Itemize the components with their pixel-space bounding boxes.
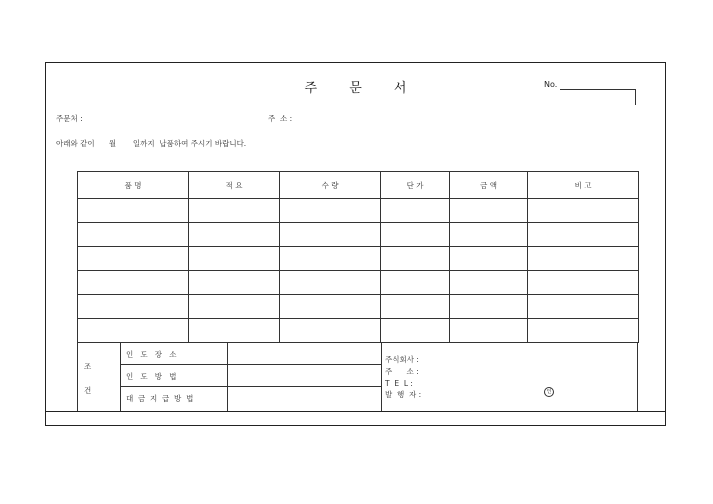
header-amount: 금 액: [450, 172, 528, 199]
condition-key: 대 금 지 급 방 법: [126, 394, 194, 403]
table-cell[interactable]: [381, 223, 450, 247]
instruction-text: 아래와 같이 월 일까지 납품하여 주시기 바랍니다.: [56, 139, 247, 148]
conditions-label-top: 조: [84, 362, 92, 371]
condition-key: 인 도 방 법: [126, 372, 177, 381]
header-description: 적 요: [189, 172, 280, 199]
condition-row-delivery-method: [120, 365, 381, 387]
table-cell[interactable]: [528, 247, 639, 271]
table-cell[interactable]: [280, 271, 381, 295]
items-table: [77, 171, 639, 343]
table-cell[interactable]: [381, 295, 450, 319]
table-cell[interactable]: [450, 223, 528, 247]
table-cell[interactable]: [280, 319, 381, 343]
table-cell[interactable]: [78, 223, 189, 247]
condition-key: 인 도 장 소: [126, 350, 177, 359]
conditions-label: [78, 343, 121, 411]
table-cell[interactable]: [280, 199, 381, 223]
table-row: [78, 199, 639, 223]
table-cell[interactable]: [189, 295, 280, 319]
document-title: 주 문 서: [304, 81, 421, 96]
header-remarks: 비 고: [528, 172, 639, 199]
table-row: [78, 271, 639, 295]
issuer-address-label: 주 소 :: [385, 367, 419, 376]
table-cell[interactable]: [450, 271, 528, 295]
header-item-name: 품 명: [78, 172, 189, 199]
table-cell[interactable]: [450, 295, 528, 319]
order-form: [45, 62, 666, 426]
table-cell[interactable]: [78, 199, 189, 223]
table-cell[interactable]: [381, 199, 450, 223]
table-header-row: [78, 172, 639, 199]
issuer-name-label: 발 행 자 :: [385, 390, 422, 399]
table-cell[interactable]: [381, 247, 450, 271]
table-cell[interactable]: [78, 319, 189, 343]
table-cell[interactable]: [450, 319, 528, 343]
address-label: 주 소 :: [268, 114, 293, 123]
table-cell[interactable]: [528, 295, 639, 319]
table-cell[interactable]: [189, 247, 280, 271]
table-cell[interactable]: [189, 271, 280, 295]
condition-row-payment-method: [120, 387, 381, 411]
table-cell[interactable]: [189, 199, 280, 223]
table-cell[interactable]: [528, 223, 639, 247]
table-row: [78, 295, 639, 319]
header-quantity: 수 량: [280, 172, 381, 199]
document-number-label: No.: [544, 80, 558, 89]
seal-icon: 인: [544, 387, 554, 397]
table-cell[interactable]: [78, 247, 189, 271]
table-cell[interactable]: [528, 319, 639, 343]
issuer-tel-label: T E L :: [385, 379, 413, 388]
table-cell[interactable]: [78, 271, 189, 295]
table-cell[interactable]: [280, 223, 381, 247]
table-cell[interactable]: [78, 295, 189, 319]
table-cell[interactable]: [189, 223, 280, 247]
issuer-company-label: 주식회사 :: [385, 355, 419, 364]
table-row: [78, 247, 639, 271]
table-cell[interactable]: [381, 319, 450, 343]
table-cell[interactable]: [450, 247, 528, 271]
conditions-rows: [120, 343, 382, 411]
condition-row-delivery-place: [120, 343, 381, 365]
conditions-section: [77, 343, 638, 412]
conditions-label-bottom: 건: [84, 386, 92, 395]
bottom-divider: [46, 411, 665, 412]
table-cell[interactable]: [381, 271, 450, 295]
table-cell[interactable]: [450, 199, 528, 223]
table-row: [78, 319, 639, 343]
table-cell[interactable]: [280, 247, 381, 271]
header-unit-price: 단 가: [381, 172, 450, 199]
table-cell[interactable]: [280, 295, 381, 319]
table-cell[interactable]: [528, 271, 639, 295]
orderer-label: 주문처 :: [56, 114, 83, 123]
table-row: [78, 223, 639, 247]
document-number-field[interactable]: [560, 89, 636, 105]
table-cell[interactable]: [528, 199, 639, 223]
table-cell[interactable]: [189, 319, 280, 343]
